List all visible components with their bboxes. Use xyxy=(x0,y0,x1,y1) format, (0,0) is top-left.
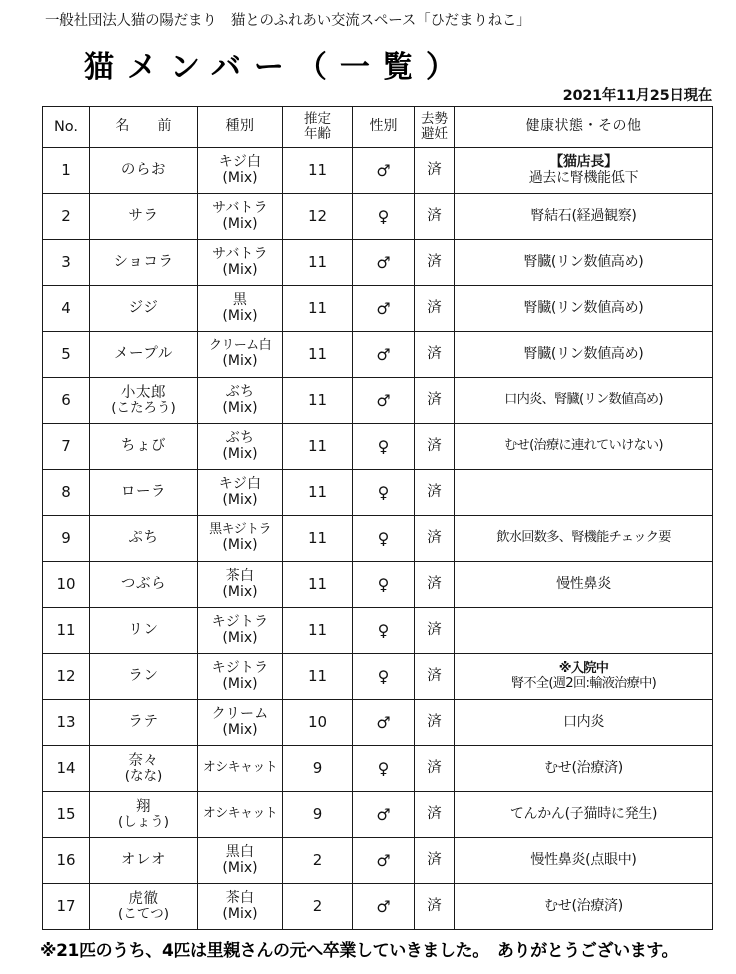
cell-age: 11 xyxy=(283,654,353,700)
cell-health xyxy=(455,792,713,838)
cell-sex: ♀ xyxy=(353,608,415,654)
health-detail: 腎結石(経過観察) xyxy=(530,207,637,224)
breed-mix: (Mix) xyxy=(222,445,258,462)
table-row xyxy=(43,148,713,194)
cell-no: 14 xyxy=(43,746,90,792)
health-detail: てんかん(子猫時に発生) xyxy=(509,805,658,822)
cell-neuter-status: 済 xyxy=(415,792,455,838)
cell-no: 13 xyxy=(43,700,90,746)
column-header-age-line1: 推定 xyxy=(304,110,331,127)
breed-name: 黒白 xyxy=(225,843,255,860)
cell-age: 11 xyxy=(283,516,353,562)
cell-name xyxy=(90,792,198,838)
cell-age: 11 xyxy=(283,240,353,286)
cell-health xyxy=(455,378,713,424)
column-header-health: 健康状態・その他 xyxy=(455,107,713,148)
table-row xyxy=(43,654,713,700)
cell-sex: ♂ xyxy=(353,884,415,930)
cell-breed xyxy=(198,654,283,700)
breed-name: クリーム白 xyxy=(208,338,271,354)
cell-breed xyxy=(198,746,283,792)
cell-name xyxy=(90,516,198,562)
cat-name: ローラ xyxy=(120,484,167,501)
cell-sex: ♂ xyxy=(353,838,415,884)
cell-age: 11 xyxy=(283,286,353,332)
cell-neuter-status: 済 xyxy=(415,240,455,286)
table-row xyxy=(43,240,713,286)
cell-health xyxy=(455,470,713,516)
column-header-sex: 性別 xyxy=(353,107,415,148)
breed-mix: (Mix) xyxy=(222,491,258,508)
cat-name: ぷち xyxy=(128,530,159,547)
breed-mix: (Mix) xyxy=(222,583,258,600)
cell-breed xyxy=(198,148,283,194)
cell-health xyxy=(455,838,713,884)
cell-name xyxy=(90,240,198,286)
cell-no: 6 xyxy=(43,378,90,424)
breed-name: オシキャット xyxy=(202,806,278,822)
table-row xyxy=(43,332,713,378)
cell-sex: ♀ xyxy=(353,654,415,700)
cell-age: 2 xyxy=(283,884,353,930)
cell-no: 4 xyxy=(43,286,90,332)
cat-name: ショコラ xyxy=(113,254,174,271)
cell-sex: ♂ xyxy=(353,286,415,332)
cat-name: ラン xyxy=(128,668,159,685)
cell-neuter-status: 済 xyxy=(415,378,455,424)
breed-name: オシキャット xyxy=(202,760,278,776)
cell-age: 11 xyxy=(283,378,353,424)
health-detail: 腎不全(週2回:輸液治療中) xyxy=(510,675,657,691)
cell-breed xyxy=(198,608,283,654)
breed-name: 黒キジトラ xyxy=(209,522,271,538)
cat-name: オレオ xyxy=(120,852,167,869)
cell-name xyxy=(90,148,198,194)
breed-mix: (Mix) xyxy=(222,399,258,416)
cell-breed xyxy=(198,700,283,746)
column-header-age xyxy=(283,107,353,148)
cell-no: 9 xyxy=(43,516,90,562)
cell-age: 11 xyxy=(283,424,353,470)
cat-name: サラ xyxy=(128,208,159,225)
cell-health xyxy=(455,700,713,746)
breed-name: 黒 xyxy=(232,291,248,308)
cell-age: 9 xyxy=(283,746,353,792)
table-row xyxy=(43,424,713,470)
health-detail: 口内炎、腎臓(リン数値高め) xyxy=(504,392,663,408)
cell-age: 11 xyxy=(283,332,353,378)
cell-sex: ♀ xyxy=(353,194,415,240)
cell-neuter-status: 済 xyxy=(415,562,455,608)
breed-name: キジトラ xyxy=(211,659,269,676)
cell-no: 16 xyxy=(43,838,90,884)
cell-neuter-status: 済 xyxy=(415,516,455,562)
health-detail: むせ(治療に連れていけない) xyxy=(504,438,663,454)
cell-breed xyxy=(198,516,283,562)
cell-sex: ♂ xyxy=(353,148,415,194)
cell-no: 10 xyxy=(43,562,90,608)
cell-name xyxy=(90,470,198,516)
cell-name xyxy=(90,608,198,654)
cell-health xyxy=(455,148,713,194)
cell-breed xyxy=(198,240,283,286)
table-row xyxy=(43,838,713,884)
cell-neuter-status: 済 xyxy=(415,654,455,700)
table-row xyxy=(43,746,713,792)
cell-name xyxy=(90,378,198,424)
column-header-age-line2: 年齢 xyxy=(304,126,331,142)
cell-breed xyxy=(198,562,283,608)
cell-health xyxy=(455,424,713,470)
cell-no: 12 xyxy=(43,654,90,700)
cell-name xyxy=(90,838,198,884)
cell-breed xyxy=(198,286,283,332)
table-row xyxy=(43,194,713,240)
cell-neuter-status: 済 xyxy=(415,194,455,240)
cell-breed xyxy=(198,378,283,424)
breed-mix: (Mix) xyxy=(222,905,258,922)
cell-name xyxy=(90,884,198,930)
breed-name: 茶白 xyxy=(225,889,255,906)
breed-mix: (Mix) xyxy=(222,675,258,692)
cat-name: メープル xyxy=(113,346,174,363)
cell-breed xyxy=(198,884,283,930)
breed-name: サバトラ xyxy=(212,245,268,262)
organization-line: 一般社団法人猫の陽だまり 猫とのふれあい交流スペース「ひだまりねこ」 xyxy=(45,13,531,29)
cell-no: 17 xyxy=(43,884,90,930)
column-header-breed: 種別 xyxy=(198,107,283,148)
as-of-date: 2021年11月25日現在 xyxy=(562,88,712,104)
cell-name xyxy=(90,700,198,746)
health-detail: 慢性鼻炎 xyxy=(556,575,611,592)
cat-name-kana: (なな) xyxy=(124,768,163,785)
cell-health xyxy=(455,654,713,700)
health-detail: 腎臓(リン数値高め) xyxy=(523,345,644,362)
cell-sex: ♀ xyxy=(353,470,415,516)
cell-neuter-status: 済 xyxy=(415,700,455,746)
breed-name: クリーム xyxy=(211,705,269,722)
cell-health xyxy=(455,286,713,332)
cell-name xyxy=(90,746,198,792)
health-detail: むせ(治療済) xyxy=(544,759,623,776)
column-header-neuter xyxy=(415,107,455,148)
cell-neuter-status: 済 xyxy=(415,608,455,654)
table-row xyxy=(43,516,713,562)
cell-breed xyxy=(198,838,283,884)
cat-name: ちょび xyxy=(120,438,167,455)
cell-age: 11 xyxy=(283,608,353,654)
cell-age: 11 xyxy=(283,562,353,608)
cat-name-kana: (しょう) xyxy=(117,814,170,831)
cell-age: 9 xyxy=(283,792,353,838)
breed-name: ぶち xyxy=(225,429,255,446)
table-row xyxy=(43,884,713,930)
health-detail: 腎臓(リン数値高め) xyxy=(523,299,644,316)
cell-neuter-status: 済 xyxy=(415,470,455,516)
cell-no: 2 xyxy=(43,194,90,240)
cell-name xyxy=(90,194,198,240)
cell-name xyxy=(90,562,198,608)
footer-note: ※21匹のうち、4匹は里親さんの元へ卒業していきました。 ありがとうございます。 xyxy=(40,941,679,961)
breed-mix: (Mix) xyxy=(222,721,258,738)
cell-sex: ♂ xyxy=(353,332,415,378)
cat-member-table-container xyxy=(42,106,712,930)
cat-name: つぶら xyxy=(120,576,167,593)
breed-mix: (Mix) xyxy=(222,536,258,553)
cell-breed xyxy=(198,194,283,240)
breed-mix: (Mix) xyxy=(222,629,258,646)
table-header-row xyxy=(43,107,713,148)
breed-mix: (Mix) xyxy=(222,859,258,876)
cell-health xyxy=(455,332,713,378)
cat-name-kana: (こてつ) xyxy=(117,906,170,923)
cell-health xyxy=(455,562,713,608)
cell-health xyxy=(455,516,713,562)
cell-name xyxy=(90,654,198,700)
health-note: ※入院中 xyxy=(558,660,609,676)
health-detail: 過去に腎機能低下 xyxy=(528,169,639,186)
cat-name: ジジ xyxy=(128,300,159,317)
cell-no: 15 xyxy=(43,792,90,838)
cell-neuter-status: 済 xyxy=(415,286,455,332)
cell-sex: ♂ xyxy=(353,240,415,286)
cell-no: 7 xyxy=(43,424,90,470)
cell-sex: ♀ xyxy=(353,746,415,792)
cell-name xyxy=(90,332,198,378)
breed-mix: (Mix) xyxy=(222,307,258,324)
cell-health xyxy=(455,746,713,792)
cell-no: 5 xyxy=(43,332,90,378)
cell-no: 3 xyxy=(43,240,90,286)
page-title: 猫メンバー（一覧） xyxy=(84,50,469,85)
breed-name: キジ白 xyxy=(218,475,262,492)
cell-breed xyxy=(198,470,283,516)
cat-name: のらお xyxy=(120,162,167,179)
cell-no: 11 xyxy=(43,608,90,654)
cell-sex: ♂ xyxy=(353,792,415,838)
cell-neuter-status: 済 xyxy=(415,838,455,884)
cell-sex: ♀ xyxy=(353,516,415,562)
breed-name: 茶白 xyxy=(225,567,255,584)
table-row xyxy=(43,286,713,332)
table-body xyxy=(43,148,713,930)
table-header xyxy=(43,107,713,148)
cell-health xyxy=(455,884,713,930)
cat-name: 虎徹 xyxy=(128,890,159,907)
cell-breed xyxy=(198,424,283,470)
column-header-neuter-line1: 去勢 xyxy=(421,110,448,127)
health-detail: 慢性鼻炎(点眼中) xyxy=(530,851,637,868)
table-row xyxy=(43,470,713,516)
cell-no: 8 xyxy=(43,470,90,516)
breed-mix: (Mix) xyxy=(222,261,258,278)
cell-neuter-status: 済 xyxy=(415,424,455,470)
cat-name: 翔 xyxy=(135,798,152,815)
cell-breed xyxy=(198,332,283,378)
cell-sex: ♀ xyxy=(353,562,415,608)
breed-name: キジトラ xyxy=(211,613,269,630)
column-header-no: No. xyxy=(43,107,90,148)
cell-neuter-status: 済 xyxy=(415,332,455,378)
cell-name xyxy=(90,286,198,332)
cell-health xyxy=(455,240,713,286)
cell-age: 2 xyxy=(283,838,353,884)
cell-no: 1 xyxy=(43,148,90,194)
breed-name: サバトラ xyxy=(212,199,268,216)
cell-sex: ♀ xyxy=(353,424,415,470)
cell-sex: ♂ xyxy=(353,378,415,424)
table-row xyxy=(43,378,713,424)
table-row xyxy=(43,608,713,654)
cell-health xyxy=(455,608,713,654)
cat-name: 小太郎 xyxy=(120,384,167,401)
breed-name: ぶち xyxy=(225,383,255,400)
cell-neuter-status: 済 xyxy=(415,148,455,194)
breed-name: キジ白 xyxy=(218,153,262,170)
column-header-name: 名 前 xyxy=(90,107,198,148)
cat-member-table xyxy=(42,106,713,930)
breed-mix: (Mix) xyxy=(222,352,258,369)
breed-mix: (Mix) xyxy=(222,169,258,186)
health-detail: 腎臓(リン数値高め) xyxy=(523,253,644,270)
cell-age: 12 xyxy=(283,194,353,240)
column-header-neuter-line2: 避妊 xyxy=(421,126,448,142)
cat-name: リン xyxy=(128,622,159,639)
health-detail: むせ(治療済) xyxy=(544,897,623,914)
health-detail: 口内炎 xyxy=(562,713,605,730)
table-row xyxy=(43,700,713,746)
table-row xyxy=(43,562,713,608)
table-row xyxy=(43,792,713,838)
health-note: 【猫店長】 xyxy=(549,153,618,170)
health-detail: 飲水回数多、腎機能チェック要 xyxy=(496,530,671,546)
cell-breed xyxy=(198,792,283,838)
cell-neuter-status: 済 xyxy=(415,746,455,792)
cell-health xyxy=(455,194,713,240)
cell-age: 11 xyxy=(283,148,353,194)
cell-age: 10 xyxy=(283,700,353,746)
cell-neuter-status: 済 xyxy=(415,884,455,930)
cell-age: 11 xyxy=(283,470,353,516)
breed-mix: (Mix) xyxy=(222,215,258,232)
cell-sex: ♂ xyxy=(353,700,415,746)
cat-name-kana: (こたろう) xyxy=(111,400,176,417)
cell-name xyxy=(90,424,198,470)
cat-name: 奈々 xyxy=(128,752,159,769)
cat-name: ラテ xyxy=(128,714,159,731)
